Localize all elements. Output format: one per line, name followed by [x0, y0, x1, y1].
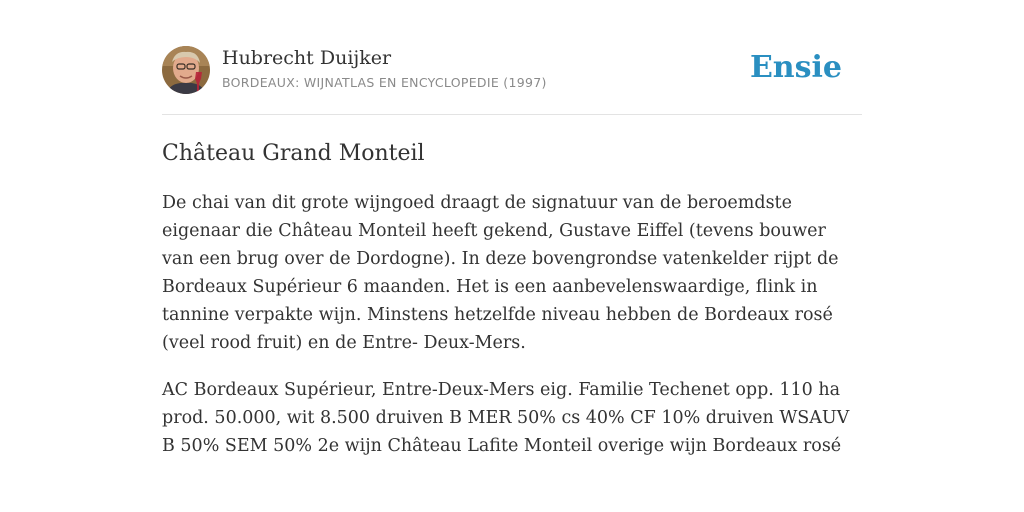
author-name[interactable]: Hubrecht Duijker — [222, 47, 392, 69]
entry-paragraph: AC Bordeaux Supérieur, Entre-Deux-Mers eig. Familie Techenet opp. 110 ha prod. 50.000, wit 8.500 druiven B MER 50% cs 40% CF 10% druiven WSAUV B 50% SEM 50% 2e wijn Château Lafite Monteil overige wijn Bordeaux rosé — [162, 380, 850, 456]
entry-paragraph: De chai van dit grote wijngoed draagt de signatuur van de beroemdste eigenaar die Château Monteil heeft gekend, Gustave Eiffel (tevens bouwer van een brug over de Dordogne). In deze bovengrondse vatenkelder rijpt de Bordeaux Supérieur 6 maanden. Het is een aanbevelenswaardige, flink in tannine verpakte wijn. Minstens hetzelfde niveau hebben de Bordeaux rosé (veel rood fruit) en de Entre- Deux-Mers. — [162, 193, 839, 353]
author-portrait — [162, 46, 210, 94]
entry-title: Château Grand Monteil — [162, 141, 425, 166]
entry-card — [162, 44, 862, 460]
source-title[interactable]: BORDEAUX: WIJNATLAS EN ENCYCLOPEDIE (1997) — [222, 75, 547, 90]
entry-header — [162, 44, 862, 115]
brand-logo[interactable]: Ensie — [749, 50, 842, 85]
author-avatar[interactable] — [162, 46, 210, 94]
